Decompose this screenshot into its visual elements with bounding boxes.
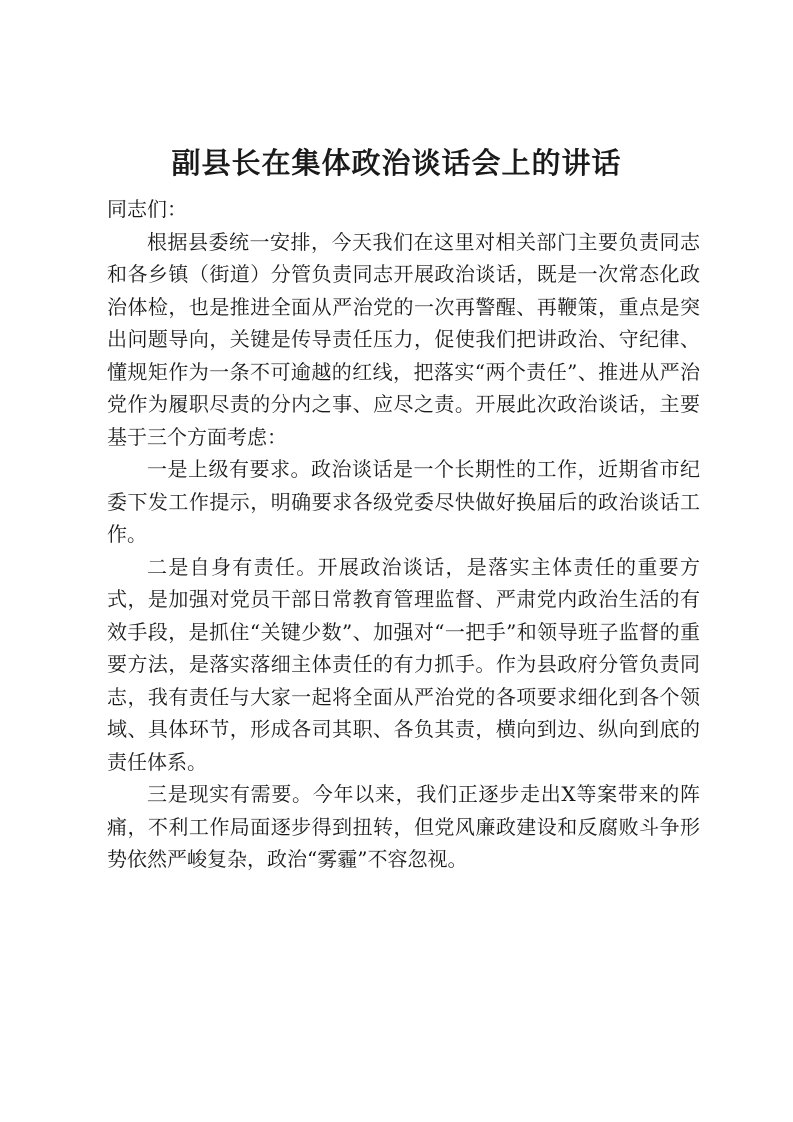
document-body — [107, 193, 700, 876]
paragraph-point-two: 二是自身有责任。开展政治谈话，是落实主体责任的重要方式，是加强对党员干部日常教育管理监督、严肃党内政治生活的有效手段，是抓住“关键少数”、加强对“一把手”和领导班子监督的重要方法，是落实落细主体责任的有力抓手。作为县政府分管负责同志，我有责任与大家一起将全面从严治党的各项要求细化到各个领域、具体环节，形成各司其职、各负其责，横向到边、纵向到底的责任体系。 — [107, 554, 700, 774]
salutation: 同志们： — [107, 197, 187, 221]
paragraph-point-one: 一是上级有要求。政治谈话是一个长期性的工作，近期省市纪委下发工作提示，明确要求各级党委尽快做好换届后的政治谈话工作。 — [107, 457, 700, 546]
document-title: 副县长在集体政治谈话会上的讲话 — [171, 146, 622, 180]
paragraph-point-three: 三是现实有需要。今年以来，我们正逐步走出X等案带来的阵痛，不利工作局面逐步得到扭转，但党风廉政建设和反腐败斗争形势依然严峻复杂，政治“雾霾”不容忽视。 — [107, 782, 700, 871]
paragraph-intro: 根据县委统一安排，今天我们在这里对相关部门主要负责同志和各乡镇（街道）分管负责同志开展政治谈话，既是一次常态化政治体检，也是推进全面从严治党的一次再警醒、再鞭策，重点是突出问题导向，关键是传导责任压力，促使我们把讲政治、守纪律、懂规矩作为一条不可逾越的红线，把落实“两个责任”、推进从严治党作为履职尽责的分内之事、应尽之责。开展此次政治谈话，主要基于三个方面考虑： — [107, 229, 700, 449]
